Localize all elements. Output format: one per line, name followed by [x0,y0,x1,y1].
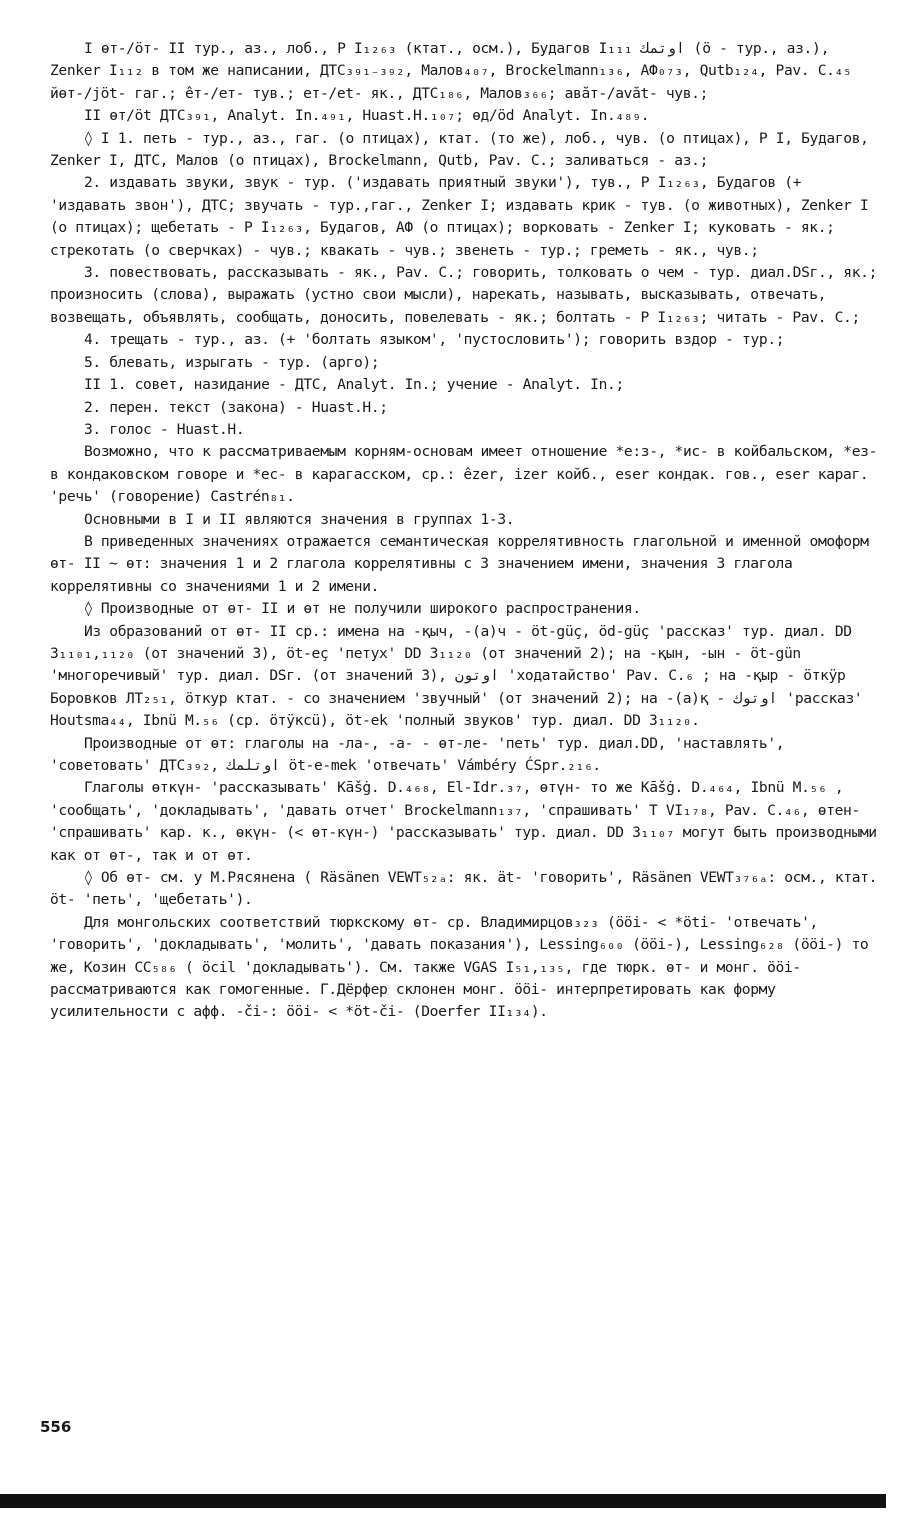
paragraph-noun-meaning-2: 2. перен. текст (закона) - Huast.H.; [84,398,388,416]
dictionary-entry [50,38,882,1024]
paragraph-derivatives-verb: Из образований от өт- II ср.: имена на -қыч, -(а)ч - öt-güç, öd-güç 'рассказ' тур. диал. DD 3₁₁₀₁,₁₁₂₀ (от значений 3), öt-eç 'петух' DD 3₁₁₂₀ (от значений 2); на -қын, -ын - öt-gün 'многоречивый' тур. диал. DSг. (от значений 3), اوتون 'ходатайство' Pav. C.₆ ; на -қыр - öткӱр Боровков ЛТ₂₅₁, öткур ктат. - со значением 'звучный' (от значений 2); на -(а)қ - اوتوك 'рассказ' Houtsma₄₄, Ibnü M.₅₆ (ср. öтÿксü), öt-ek 'полный звуков' тур. диал. DD 3₁₁₂₀. [50,622,863,730]
paragraph-mongolian: Для монгольских соответствий тюркскому өт- ср. Владимирцов₃₂₃ (ööi- < *öti- 'отвечать', 'говорить', 'докладывать', 'молить', 'давать показания'), Lessing₆₀₀ (ööi-), Lessing₆₂₈ (ööi-) то же, Козин СС₅₈₆ ( öcil 'докладывать'). См. также VGAS I₅₁,₁₃₅, где тюрк. өт- и монг. ööi- рассматриваются как гомогенные. Г.Дёрфер склонен монг. ööi- интерпретировать как форму усилительности с афф. -či-: ööi- < *öt-či- (Doerfer II₁₃₄). [50,913,869,1021]
paragraph-meaning-2: 2. издавать звуки, звук - тур. ('издавать приятный звуки'), тув., Р I₁₂₆₃, Будагов (+ 'издавать звон'), ДТС; звучать - тур.,гаг., Zenker I; издавать крик - тув. (о животных), Zenker I (о птицах); щебетать - Р I₁₂₆₃, Будагов, АФ (о птицах); ворковать - Zenker I; куковать - як.; стрекотать (о сверчках) - чув.; квакать - чув.; звенеть - тур.; греметь - як., чув.; [50,174,869,259]
paragraph-correlation: В приведенных значениях отражается семантическая коррелятивность глагольной и именной омоформ өт- II ~ өт: значения 1 и 2 глагола коррелятивны с 3 значением имени, значения 3 глагола коррелятивны со значениями 1 и 2 имени. [50,532,869,595]
page-number: 556 [40,1418,72,1436]
paragraph-lemma-i: I өт-/öт- II тур., аз., лоб., Р I₁₂₆₃ (ктат., осм.), Будагов I₁₁₁ اوتمك (ö - тур., аз.), Zenker I₁₁₂ в том же написании, ДТС₃₉₁₋₃₉₂, Малов₄₀₇, Brockelmann₁₃₆, АФ₀₇₃, Qutb₁₂₄, Pav. C.₄₅ йөт-/jöt- гаг.; е̂т-/ет- тув.; ет-/et- як., ДТС₁₈₆, Малов₃₆₆; авăт-/avăt- чув.; [50,40,852,102]
paragraph-derivatives-intro: ◊ Производные от өт- II и өт не получили широкого распространения. [84,600,641,618]
paragraph-meaning-3: 3. повествовать, рассказывать - як., Pav. C.; говорить, толковать о чем - тур. диал.DSг., як.; произносить (слова), выражать (устно свои мысли), нарекать, называть, высказывать, отвечать, возвещать, объявлять, сообщать, доносить, повелевать - як.; болтать - Р I₁₂₆₃; читать - Pav. C.; [50,264,878,326]
paragraph-rasanen: ◊ Об өт- см. у М.Рясянена ( Räsänen VEWT₅₂ₐ: як. ät- 'говорить', Räsänen VEWT₃₇₆ₐ: осм., ктат. öt- 'петь', 'щебетать'). [50,869,878,909]
paragraph-derivatives-noun: Производные от өт: глаголы на -ла-, -а- - өт-ле- 'петь' тур. диал.DD, 'наставлять', 'советовать' ДТС₃₉₂, اوتلمك öt-e-mek 'отвечать' Vámbéry ĆSpr.₂₁₆. [50,734,785,774]
paragraph-lemma-ii: II өт/öt ДТС₃₉₁, Analyt. In.₄₉₁, Huast.H.₁₀₇; өд/öd Analyt. In.₄₈₉. [84,107,650,125]
paragraph-related-roots: Возможно, что к рассматриваемым корням-основам имеет отношение *е:з-, *ис- в койбальском, *ез- в кондаковском говоре и *ес- в карагасском, ср.: êzer, izer койб., eser кондак. гов., eser караг. 'речь' (говорение) Castrén₈₁. [50,443,878,506]
paragraph-meaning-5: 5. блевать, изрыгать - тур. (арго); [84,353,380,371]
paragraph-meaning-4: 4. трещать - тур., аз. (+ 'болтать языком', 'пустословить'); говорить вздор - тур.; [84,331,785,349]
paragraph-main-meanings: Основными в I и II являются значения в группах 1-3. [84,510,515,528]
paragraph-noun-meaning-1: II 1. совет, назидание - ДТС, Analyt. In.; учение - Analyt. In.; [84,376,624,394]
paragraph-meaning-1: ◊ I 1. петь - тур., аз., гаг. (о птицах), ктат. (то же), лоб., чув. (о птицах), Р I, Будагов, Zenker I, ДТС, Малов (о птицах), Brockelmann, Qutb, Pav. C.; заливаться - аз.; [50,129,869,170]
bottom-rule [0,1494,886,1508]
paragraph-verbs: Глаголы өткүн- 'рассказывать' Kāšġ. D.₄₆₈, El-Idr.₃₇, өтүн- то же Kāšġ. D.₄₆₄, Ibnü M.₅₆ , 'сообщать', 'докладывать', 'давать отчет' Brockelmann₁₃₇, 'спрашивать' T VI₁₇₈, Pav. C.₄₆, өтен- 'спрашивать' кар. к., өкүн- (< өт-күн-) 'рассказывать' тур. диал. DD 3₁₁₀₇ могут быть производными как от өт-, так и от өт. [50,779,877,864]
paragraph-noun-meaning-3: 3. голос - Huast.H. [84,420,245,438]
